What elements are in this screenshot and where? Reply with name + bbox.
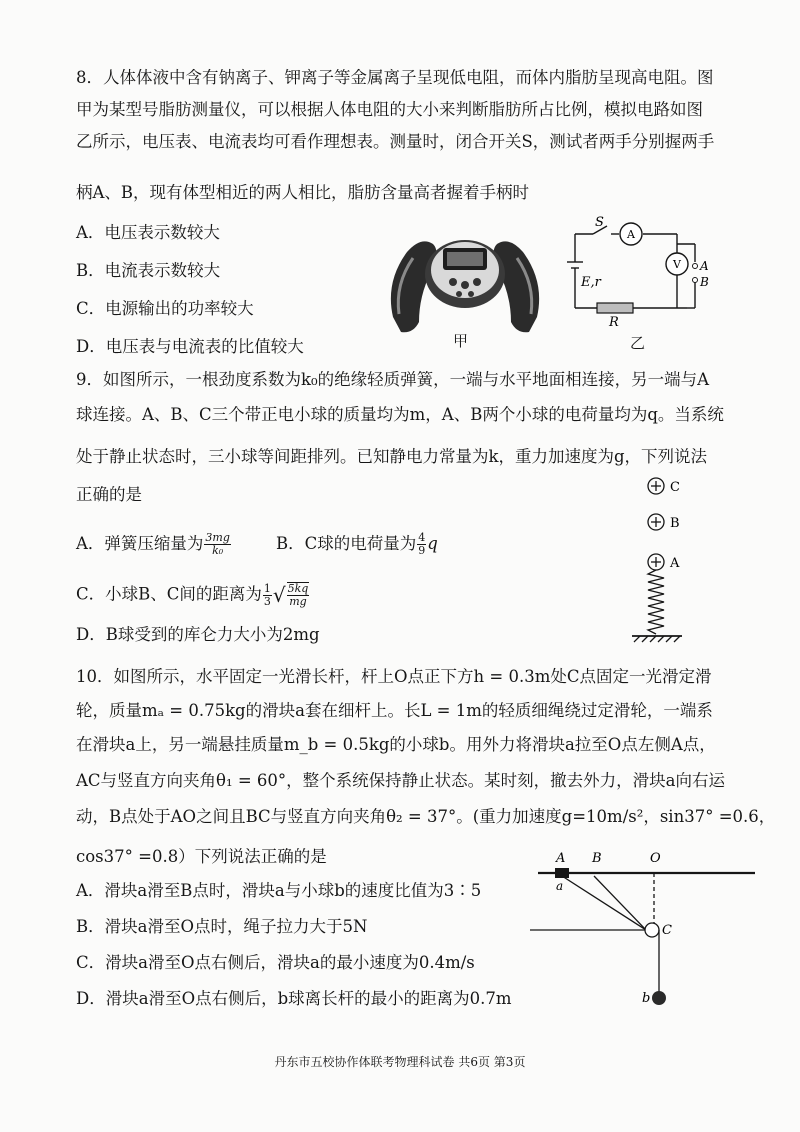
q8-option-b: B．电流表示数较大 <box>76 261 221 280</box>
ball-b-label: B <box>670 516 680 531</box>
ammeter-label: A <box>627 228 635 241</box>
q10-line-6: cos37° =0.8）下列说法正确的是 <box>76 847 327 866</box>
q10-option-a: A．滑块a滑至B点时，滑块a与小球b的速度比值为3∶5 <box>76 881 482 900</box>
source-label: E,r <box>581 275 601 290</box>
q10-line-2: 轮，质量mₐ = 0.75kg的滑块a套在细杆上。长L = 1m的轻质细绳绕过定滑轮，一端系 <box>76 701 713 720</box>
q9-line-4: 正确的是 <box>76 485 142 504</box>
point-o-label: O <box>650 851 661 866</box>
q9-line-2: 球连接。A、B、C三个带正电小球的质量均为m，A、B两个小球的电荷量均为q。当系统 <box>76 405 724 424</box>
q9-line-1: 9．如图所示，一根劲度系数为k₀的绝缘轻质弹簧，一端与水平地面相连接，另一端与A <box>76 370 710 389</box>
resistor-label: R <box>609 315 619 327</box>
slider-a-label: a <box>556 879 564 893</box>
ball-c-label: C <box>670 480 680 495</box>
pulley-c <box>645 923 659 937</box>
point-a-label: A <box>556 851 566 866</box>
fig-jia-label: 甲 <box>453 332 469 350</box>
rope-ac <box>562 876 646 930</box>
q10-line-5: 动，B点处于AO之间且BC与竖直方向夹角θ₂ = 37°。(重力加速度g=10m/s²，sin37° =0.6， <box>76 807 776 826</box>
q8-line-4: 柄A、B，现有体型相近的两人相比，脂肪含量高者握着手柄时 <box>76 183 530 202</box>
q8-line-3: 乙所示，电压表、电流表均可看作理想表。测量时，闭合开关S，测试者两手分别握两手 <box>76 132 715 151</box>
voltmeter-label: V <box>673 258 681 271</box>
ball-b-label: b <box>642 991 651 1006</box>
q9-option-c: C．小球B、C间的距离为 $\frac{1}{3}$ √ $\frac{5kq}{mg}$ <box>76 581 309 608</box>
resistor-symbol <box>597 303 633 313</box>
q10-option-c: C．滑块a滑至O点右侧后，滑块a的最小速度为0.4m/s <box>76 953 475 972</box>
page-footer: 丹东市五校协作体联考物理科试卷 共6页 第3页 <box>274 1055 526 1069</box>
q8-option-c: C．电源输出的功率较大 <box>76 299 254 318</box>
q9-option-d: D．B球受到的库仑力大小为2mg <box>76 625 320 644</box>
ball-b-hanging <box>652 991 666 1005</box>
terminal-b-label: B <box>700 275 709 289</box>
q10-line-3: 在滑块a上，另一端悬挂质量m_b = 0.5kg的小球b。用外力将滑块a拉至O点左侧A点， <box>76 735 716 754</box>
rope-bc <box>594 876 646 930</box>
q8-option-d: D．电压表与电流表的比值较大 <box>76 337 304 356</box>
q10-option-b: B．滑块a滑至O点时，绳子拉力大于5N <box>76 917 368 936</box>
spring <box>648 570 664 634</box>
q8-line-2: 甲为某型号脂肪测量仪，可以根据人体电阻的大小来判断脂肪所占比例，模拟电路如图 <box>76 100 703 119</box>
q9-line-3: 处于静止状态时，三小球等间距排列。已知静电力常量为k，重力加速度为g，下列说法 <box>76 447 708 466</box>
q10-line-4: AC与竖直方向夹角θ₁ = 60°，整个系统保持静止状态。某时刻，撤去外力，滑块a向右运 <box>76 771 725 790</box>
q8-option-a: A．电压表示数较大 <box>76 223 220 242</box>
spring-balls-figure <box>620 470 710 650</box>
terminal-a-label: A <box>700 259 709 273</box>
circuit-figure <box>555 212 715 327</box>
switch-label: S <box>595 215 604 230</box>
q10-line-1: 10．如图所示，水平固定一光滑长杆，杆上O点正下方h = 0.3m处C点固定一光滑定滑 <box>76 667 712 686</box>
pulley-figure <box>530 848 760 1008</box>
q8-line-1: 8．人体体液中含有钠离子、钾离子等金属离子呈现低电阻，而体内脂肪呈现高电阻。图 <box>76 68 714 87</box>
fig-yi-label: 乙 <box>630 334 646 352</box>
q9-option-b: B．C球的电荷量为 $\frac{4}{9}$ q <box>276 531 438 557</box>
point-c-label: C <box>662 923 672 938</box>
fat-meter-figure <box>385 222 545 340</box>
ball-a-label: A <box>670 556 680 571</box>
slider-a <box>555 868 569 878</box>
q10-option-d: D．滑块a滑至O点右侧后，b球离长杆的最小的距离为0.7m <box>76 989 512 1008</box>
point-b-label: B <box>592 851 602 866</box>
q9-option-a: A．弹簧压缩量为 $\frac{3mg}{\text{k₀}}$ <box>76 531 230 557</box>
